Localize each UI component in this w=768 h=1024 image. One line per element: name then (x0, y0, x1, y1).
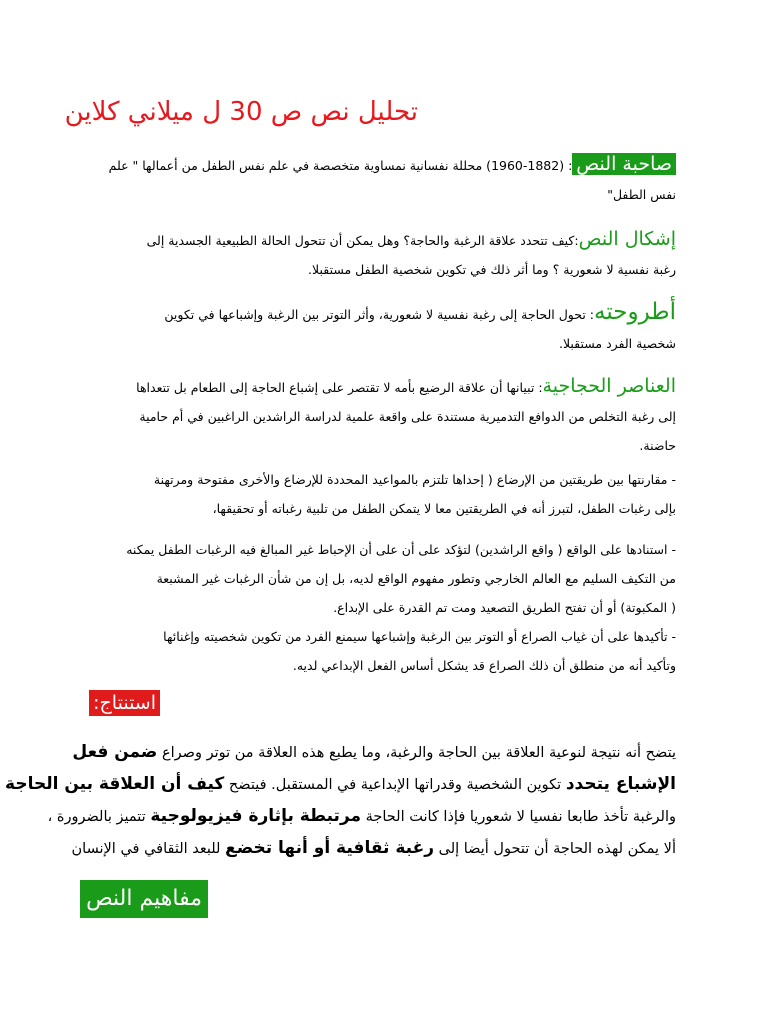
bullet-3-line1: - تأكيدها على أن غياب الصراع أو التوتر بين الرغبة وإشباعها سيمنع الفرد من تكوين شخصيته وإغنائها (163, 629, 676, 644)
author-heading: صاحبة النص (572, 153, 676, 175)
problem-section (86, 225, 676, 284)
bullet-2-line1: - استنادها على الواقع ( واقع الراشدين) لتؤكد على أن على أن الإحباط غير المبالغ فيه الرغبات الطفل يمكنه (126, 542, 676, 557)
author-text-line2: نفس الطفل" (607, 187, 676, 202)
bullet-1-line2: بإلى رغبات الطفل، لتبرز أنه في الطريقتين معا لا يتمكن الطفل من تلبية رغباته أو تحقيقها، (212, 501, 676, 516)
thesis-heading: أطروحته (594, 299, 676, 325)
bullet-1-line1: - مقارنتها بين طريقتين من الإرضاع ( إحداها تلتزم بالمواعيد المحددة للإرضاع والأخرى مفتوحة ومرتهنة (153, 472, 676, 487)
problem-sep: : (574, 233, 579, 248)
argument-bullet-2 (86, 535, 676, 622)
bullet-2-line2: من التكيف السليم مع العالم الخارجي وتطور مفهوم الواقع لديه، بل إن من شأن الرغبات غير المشبعة (156, 571, 676, 586)
problem-heading: إشكال النص (578, 228, 676, 250)
argument-bullet-3 (86, 622, 676, 680)
conclusion-line2-c: كيف أن العلاقة بين الحاجة (5, 774, 225, 794)
conclusion-line3-b: مرتبطة بإثارة فيزيولوجية (150, 806, 362, 826)
arguments-heading: العناصر الحجاجية (542, 375, 676, 397)
document-title: تحليل نص ص 30 ل ميلاني كلاين (64, 97, 418, 127)
conclusion-line1-a: يتضح أنه نتيجة لنوعية العلاقة بين الحاجة والرغبة، وما يطبع هذه العلاقة من توتر وصراع (161, 745, 676, 761)
conclusion-section (5, 737, 676, 865)
arguments-section (86, 372, 676, 460)
thesis-section (86, 298, 676, 358)
problem-text-line1: كيف تتحدد علاقة الرغبة والحاجة؟ وهل يمكن أن تتحول الحالة الطبيعية الجسدية إلى (146, 233, 575, 248)
concepts-heading: مفاهيم النص (80, 880, 208, 918)
author-text-line1: (1882-1960) محللة نفسانية نمساوية متخصصة في علم نفس الطفل من أعمالها " علم (108, 158, 565, 173)
arguments-text-line3: حاضنة. (639, 438, 676, 453)
conclusion-heading: استنتاج: (89, 690, 160, 716)
problem-text-line2: رغبة نفسية لا شعورية ؟ وما أثر ذلك في تكوين شخصية الطفل مستقبلا. (308, 262, 676, 277)
thesis-sep: : (585, 307, 595, 322)
arguments-text-line2: إلى رغبة التخلص من الدوافع التدميرية مستندة على واقعة علمية لدراسة الراشدين الراغبين في أم حامية (139, 409, 676, 424)
author-section (86, 150, 676, 209)
conclusion-line4-c: للبعد الثقافي في الإنسان (71, 841, 221, 857)
arguments-text-line1: تبيانها أن علاقة الرضيع بأمه لا تقتصر على إشباع الحاجة إلى الطعام بل تتعداها (136, 380, 535, 395)
conclusion-line2-b: تكوين الشخصية وقدراتها الإبداعية في المستقبل. فيتضح (228, 777, 562, 793)
bullet-2-line3: ( المكبوتة) أو أن تفتح الطريق التصعيد ومت تم القدرة على الإبداع. (333, 600, 676, 615)
thesis-text-line1: تحول الحاجة إلى رغبة نفسية لا شعورية، وأثر التوتر بين الرغبة وإشباعها في تكوين (164, 307, 586, 322)
conclusion-line3-c: تتميز بالضرورة ، (47, 809, 146, 825)
argument-bullet-1 (86, 465, 676, 523)
conclusion-heading-wrap (89, 690, 160, 716)
author-sep: : (564, 158, 573, 173)
arguments-sep: : (534, 380, 543, 395)
thesis-text-line2: شخصية الفرد مستقبلا. (558, 336, 676, 351)
conclusion-line1-b: ضمن فعل (72, 742, 158, 762)
conclusion-line2-a: الإشباع يتحدد (565, 774, 676, 794)
conclusion-line4-b: رغبة ثقافية أو أنها تخضع (225, 838, 435, 858)
conclusion-line3-a: والرغبة تأخذ طابعا نفسيا لا شعوريا فإذا كانت الحاجة (365, 809, 676, 825)
conclusion-line4-a: ألا يمكن لهذه الحاجة أن تتحول أيضا إلى (438, 841, 676, 857)
bullet-3-line2: وتأكيد أنه من منطلق أن ذلك الصراع قد يشكل أساس الفعل الإبداعي لديه. (292, 658, 676, 673)
